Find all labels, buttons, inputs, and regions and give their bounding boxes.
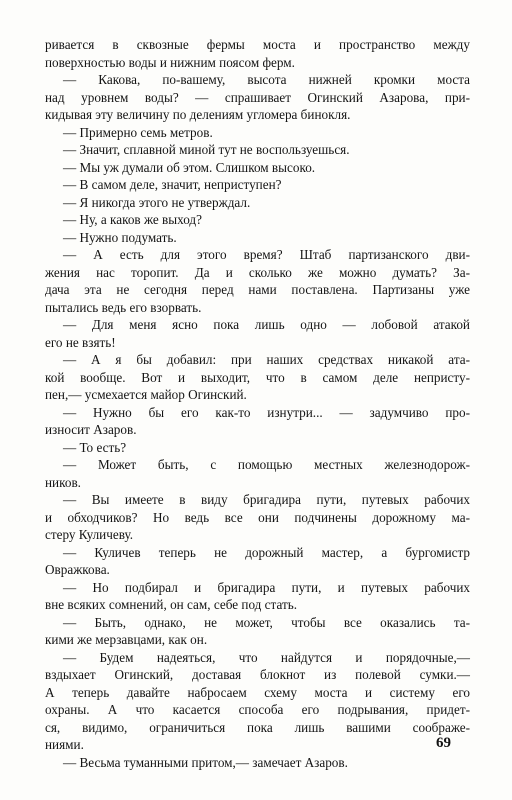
text-line: А теперь давайте набросаем схему моста и систему его	[45, 684, 470, 700]
text-line: Овражкова.	[45, 562, 110, 577]
paragraph	[45, 614, 470, 649]
text-line: его не взять!	[45, 334, 116, 350]
paragraph	[45, 159, 470, 177]
text-line: дача эта не сегодня перед нами поставлена. Партизаны уже	[45, 282, 470, 297]
text-line: вне всяких сомнений, он сам, себе под стать.	[45, 597, 298, 612]
text-line: кой вообще. Вот и выходит, что в самом деле непристу-	[45, 369, 470, 385]
paragraph	[45, 456, 470, 491]
text-line: — Будем надеяться, что найдутся и порядочные,—	[63, 649, 470, 665]
text-line: — Весьма туманными притом,— замечает Азаров.	[63, 754, 348, 770]
text-line: — Но подбирал и бригадира пути, и путевых рабочих	[63, 579, 470, 595]
text-line: — Я никогда этого не утверждал.	[63, 194, 251, 210]
text-line: поверхностью воды и нижним поясом ферм.	[45, 54, 295, 70]
text-line: — Быть, однако, не может, чтобы все оказались та-	[63, 614, 470, 630]
paragraph	[45, 194, 470, 212]
text-line: кидывая эту величину по делениям угломера бинокля.	[45, 107, 351, 122]
paragraph	[45, 246, 470, 316]
text-line: ников.	[45, 474, 81, 490]
text-line: — Вы имеете в виду бригадира пути, путевых рабочих	[63, 492, 470, 507]
text-line: ниями.	[45, 737, 84, 752]
text-line: — Нужно бы его как-то изнутри... — задумчиво про-	[63, 404, 470, 420]
text-line: — Мы уж думали об этом. Слишком высоко.	[63, 159, 316, 175]
page-number: 69	[436, 735, 451, 751]
paragraph	[45, 754, 470, 772]
paragraph	[45, 649, 470, 754]
text-line: — А я бы добавил: при наших средствах никакой ата-	[63, 352, 470, 367]
paragraph	[45, 36, 470, 71]
paragraph	[45, 176, 470, 194]
page-text	[45, 36, 470, 771]
paragraph	[45, 439, 470, 457]
paragraph	[45, 71, 470, 124]
text-line: износит Азаров.	[45, 422, 137, 437]
text-line: ривается в сквозные фермы моста и пространство между	[45, 37, 470, 52]
text-line: пытались ведь его взорвать.	[45, 299, 202, 315]
text-line: вздыхает Огинский, доставая блокнот из полевой сумки.—	[45, 667, 470, 682]
paragraph	[45, 351, 470, 404]
text-line: — В самом деле, значит, неприступен?	[63, 177, 282, 192]
paragraph	[45, 141, 470, 159]
paragraph	[45, 579, 470, 614]
text-line: — Какова, по-вашему, высота нижней кромки моста	[63, 72, 470, 87]
text-line: охраны. А что касается способа его подрывания, придет-	[45, 702, 470, 717]
text-line: пен,— усмехается майор Огинский.	[45, 387, 247, 402]
text-line: и обходчиков? Но ведь все они подчинены дорожному ма-	[45, 509, 470, 525]
paragraph	[45, 316, 470, 351]
text-line: — Ну, а каков же выход?	[63, 212, 202, 227]
text-line: — То есть?	[63, 439, 127, 455]
paragraph	[45, 491, 470, 544]
text-line: — Примерно семь метров.	[63, 124, 213, 140]
text-line: — Куличев теперь не дорожный мастер, а бургомистр	[63, 544, 470, 560]
paragraph	[45, 124, 470, 142]
text-line: жения нас торопит. Да и сколько же можно думать? За-	[45, 264, 470, 280]
text-line: — Может быть, с помощью местных железнодорож-	[63, 457, 470, 472]
text-line: стеру Куличеву.	[45, 527, 134, 542]
text-line: над уровнем воды? — спрашивает Огинский Азарова, при-	[45, 89, 470, 105]
paragraph	[45, 229, 470, 247]
text-line: — Значит, сплавной миной тут не воспользуешься.	[63, 142, 350, 157]
text-line: — Для меня ясно пока лишь одно — лобовой атакой	[63, 317, 470, 332]
text-line: ся, видимо, ограничиться пока лишь вашими соображе-	[45, 719, 470, 735]
paragraph	[45, 404, 470, 439]
paragraph	[45, 211, 470, 229]
text-line: кими же мерзавцами, как он.	[45, 632, 208, 647]
paragraph	[45, 544, 470, 579]
text-line: — А есть для этого время? Штаб партизанского дви-	[63, 247, 470, 262]
text-line: — Нужно подумать.	[63, 229, 177, 245]
